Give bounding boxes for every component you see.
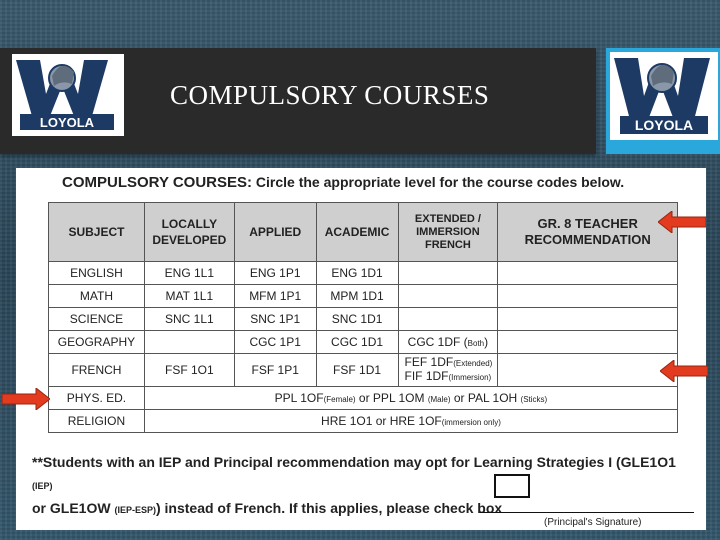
geo-ext-note: Both xyxy=(467,339,485,348)
course-code-applied[interactable]: CGC 1P1 xyxy=(234,331,316,354)
footnote-iep-esp: (IEP-ESP) xyxy=(114,505,156,515)
fef-code: FEF 1DF xyxy=(404,355,454,369)
geo-ext-close: ) xyxy=(484,335,489,349)
religion-options[interactable] xyxy=(144,410,677,433)
empty-cell xyxy=(398,308,498,331)
subject-cell: PHYS. ED. xyxy=(49,387,145,410)
table-row-science xyxy=(49,308,678,331)
course-code-extended[interactable] xyxy=(398,354,498,387)
ppl-male-code: or PPL 1OM xyxy=(355,391,428,405)
religion-codes: HRE 1O1 or HRE 1OF xyxy=(321,414,442,428)
course-code-academic[interactable]: ENG 1D1 xyxy=(316,262,398,285)
arrow-right-icon xyxy=(2,388,50,410)
subject-cell: RELIGION xyxy=(49,410,145,433)
header-locally-developed: LOCALLY DEVELOPED xyxy=(144,203,234,262)
course-table xyxy=(48,202,678,433)
course-code-academic[interactable]: FSF 1D1 xyxy=(316,354,398,387)
footnote-part1: **Students with an IEP and Principal recommendation may opt for Learning Strategies I (GLE1O1 xyxy=(32,454,676,470)
course-code-ld[interactable]: SNC 1L1 xyxy=(144,308,234,331)
french-extended-line xyxy=(401,356,496,370)
arrow-left-icon xyxy=(658,211,706,233)
table-row-math xyxy=(49,285,678,308)
french-immersion-line xyxy=(401,370,496,384)
course-code-academic[interactable]: SNC 1D1 xyxy=(316,308,398,331)
table-header-row xyxy=(49,203,678,262)
teacher-rec-cell[interactable] xyxy=(498,262,678,285)
fif-code: FIF 1DF xyxy=(404,369,449,383)
course-code-ld[interactable]: ENG 1L1 xyxy=(144,262,234,285)
slide-title: COMPULSORY COURSES xyxy=(170,80,490,110)
header-academic: ACADEMIC xyxy=(316,203,398,262)
table-row-french xyxy=(49,354,678,387)
empty-cell xyxy=(398,262,498,285)
course-code-applied[interactable]: FSF 1P1 xyxy=(234,354,316,387)
header-teacher-recommendation: GR. 8 TEACHER RECOMMENDATION xyxy=(498,203,678,262)
logo-left-text: LOYOLA xyxy=(39,115,95,130)
course-code-ld[interactable]: FSF 1O1 xyxy=(144,354,234,387)
geo-ext-code: CGC 1DF ( xyxy=(407,335,468,349)
loyola-logo-left-icon xyxy=(12,54,124,136)
subject-cell: FRENCH xyxy=(49,354,145,387)
footnote-iep: (IEP) xyxy=(32,481,53,491)
pal-code: or PAL 1OH xyxy=(450,391,521,405)
table-row-phys-ed xyxy=(49,387,678,410)
iep-footnote xyxy=(32,451,692,521)
header-subject: SUBJECT xyxy=(49,203,145,262)
phys-ed-options[interactable] xyxy=(144,387,677,410)
heading-bold: COMPULSORY COURSES: xyxy=(62,174,253,191)
loyola-logo-right-icon xyxy=(610,52,718,140)
course-code-applied[interactable]: ENG 1P1 xyxy=(234,262,316,285)
course-code-applied[interactable]: MFM 1P1 xyxy=(234,285,316,308)
fef-note: (Extended) xyxy=(453,359,493,368)
footnote-part2: or GLE1OW xyxy=(32,500,115,516)
footnote-part3: ) instead of French. If this applies, please check box xyxy=(155,500,503,516)
header-applied: APPLIED xyxy=(234,203,316,262)
document-heading xyxy=(62,174,624,191)
heading-instruction: Circle the appropriate level for the course codes below. xyxy=(252,174,625,190)
teacher-rec-cell[interactable] xyxy=(498,331,678,354)
subject-cell: SCIENCE xyxy=(49,308,145,331)
course-code-applied[interactable]: SNC 1P1 xyxy=(234,308,316,331)
course-code-extended[interactable] xyxy=(398,331,498,354)
female-note: (Female) xyxy=(323,395,356,404)
subject-cell: ENGLISH xyxy=(49,262,145,285)
empty-cell xyxy=(144,331,234,354)
learning-strategies-checkbox[interactable] xyxy=(494,474,530,498)
empty-cell xyxy=(398,285,498,308)
subject-cell: GEOGRAPHY xyxy=(49,331,145,354)
male-note: (Male) xyxy=(427,395,451,404)
sticks-note: (Sticks) xyxy=(520,395,548,404)
immersion-note: (immersion only) xyxy=(441,418,501,427)
table-row-religion xyxy=(49,410,678,433)
teacher-rec-cell[interactable] xyxy=(498,285,678,308)
ppl-female-code: PPL 1OF xyxy=(274,391,324,405)
principal-signature-line[interactable] xyxy=(480,512,694,513)
loyola-logo-right xyxy=(610,52,718,140)
teacher-rec-cell[interactable] xyxy=(498,354,678,387)
teacher-rec-cell[interactable] xyxy=(498,308,678,331)
fif-note: (Immersion) xyxy=(448,373,492,382)
header-extended-immersion-french: EXTENDED / IMMERSION FRENCH xyxy=(398,203,498,262)
subject-cell: MATH xyxy=(49,285,145,308)
course-code-academic[interactable]: CGC 1D1 xyxy=(316,331,398,354)
table-row-english xyxy=(49,262,678,285)
table-row-geography xyxy=(49,331,678,354)
logo-right-text: LOYOLA xyxy=(634,117,694,133)
arrow-left-icon xyxy=(660,360,708,382)
principal-signature-label: (Principal's Signature) xyxy=(544,517,642,528)
loyola-logo-left xyxy=(12,54,124,136)
course-code-academic[interactable]: MPM 1D1 xyxy=(316,285,398,308)
course-code-ld[interactable]: MAT 1L1 xyxy=(144,285,234,308)
